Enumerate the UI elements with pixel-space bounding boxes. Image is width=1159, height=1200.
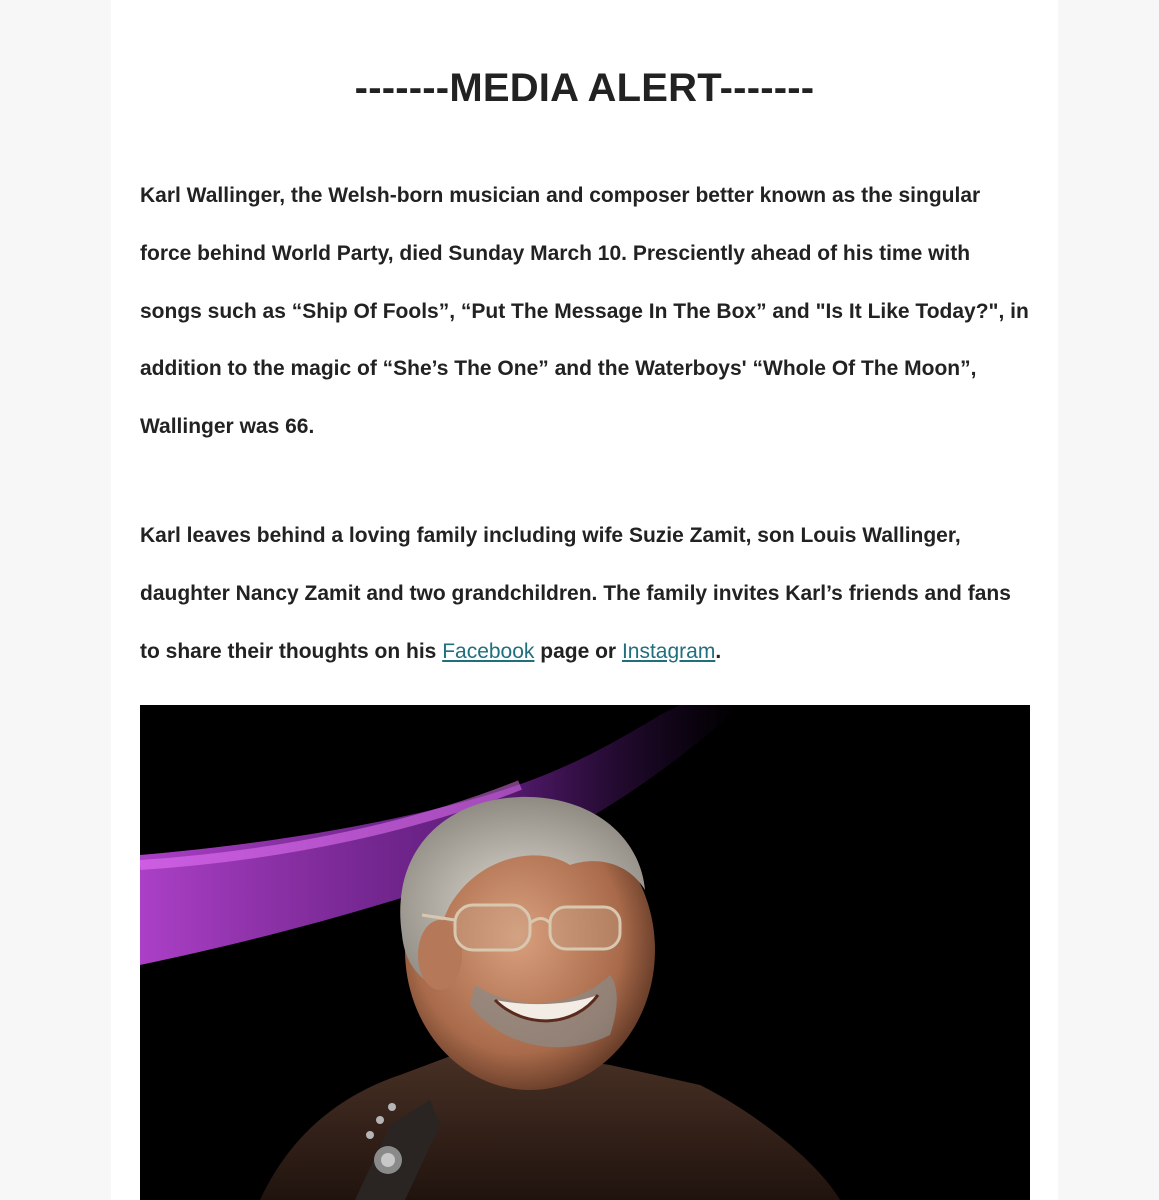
paragraph-family [140,507,1035,680]
paragraph-family-text: Karl leaves behind a loving family including wife Suzie Zamit, son Louis Wallinger, daughter Nancy Zamit and two grandchildren. The family invites Karl’s friends and fans to share their thoughts on his [140,524,1011,663]
karl-wallinger-photo [140,705,1030,1200]
facebook-link[interactable]: Facebook [442,639,535,663]
headline: -------MEDIA ALERT------- [354,66,815,110]
paragraph-family-text-end: . [715,639,722,663]
paragraph-family-text-middle: page or [534,639,622,663]
photo-illustration [140,705,1030,1200]
paragraph-announcement: Karl Wallinger, the Welsh-born musician and composer better known as the singular force behind World Party, died Sunday March 10. Presciently ahead of his time with songs such as “Ship Of Fools”, “Put The Message In The Box” and "Is It Like Today?", in addition to the magic of “She’s The One” and the Waterboys' “Whole Of The Moon”, Wallinger was 66. [140,184,1029,439]
media-alert-email [111,0,1058,1200]
instagram-link[interactable]: Instagram [621,639,716,663]
